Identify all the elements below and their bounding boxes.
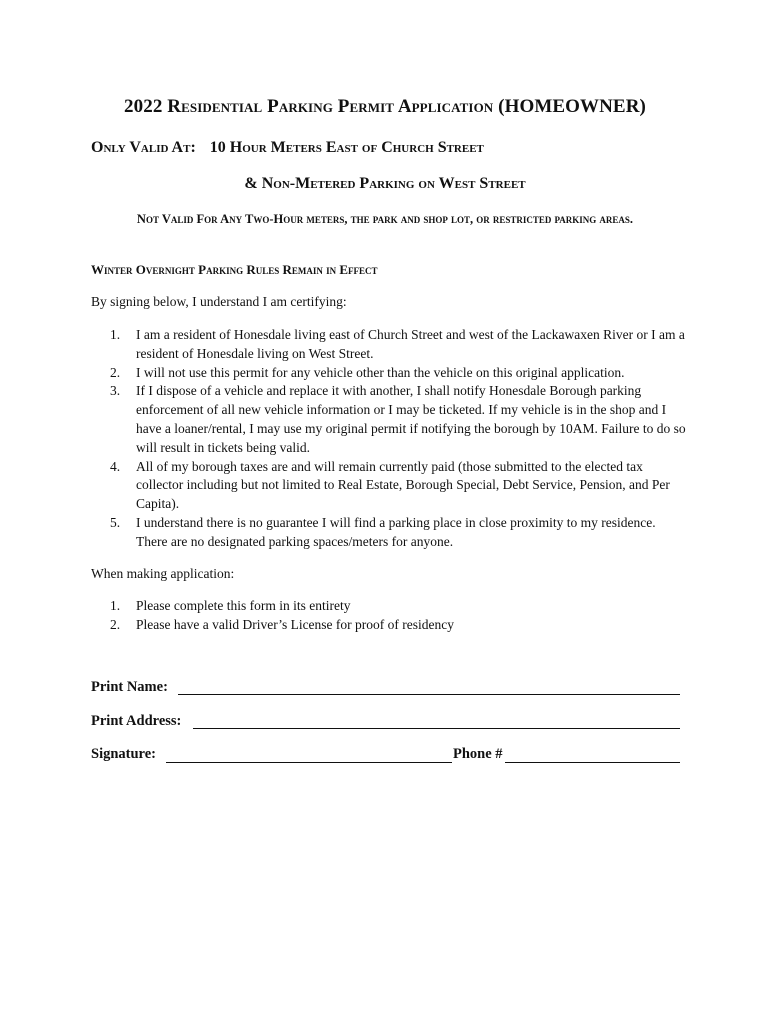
winter-rules-notice: Winter Overnight Parking Rules Remain in Effect bbox=[91, 262, 378, 277]
certification-list bbox=[110, 326, 690, 552]
application-intro: When making application: bbox=[91, 566, 235, 581]
document-title: 2022 Residential Parking Permit Application (HOMEOWNER) bbox=[124, 96, 646, 117]
print-name-label: Print Name: bbox=[91, 679, 168, 695]
list-item: 4. All of my borough taxes are and will remain currently paid (those submitted to the elected tax collector including but not limited to Real Estate, Borough Special, Debt Service, Pension, and Per Capita). bbox=[110, 458, 670, 512]
list-item: 2. Please have a valid Driver’s License for proof of residency bbox=[110, 616, 455, 632]
valid-at-line-1 bbox=[91, 139, 484, 157]
valid-at-location-1: 10 Hour Meters East of Church Street bbox=[209, 139, 484, 156]
print-address-field[interactable] bbox=[193, 728, 680, 729]
list-item: 3. If I dispose of a vehicle and replace it with another, I shall notify Honesdale Borough parking enforcement of all new vehicle information or I may be ticketed. If my vehicle is in the shop and I have a loaner/rental, I may use my original permit if notifying the borough by 10AM. Failure to do so will result in tickets being valid. bbox=[110, 383, 686, 455]
not-valid-notice: Not Valid For Any Two-Hour meters, the park and shop lot, or restricted parking areas. bbox=[136, 212, 634, 226]
list-item: 5. I understand there is no guarantee I will find a parking place in close proximity to my residence. There are no designated parking spaces/meters for anyone. bbox=[110, 514, 656, 549]
certify-intro: By signing below, I understand I am certifying: bbox=[91, 294, 347, 309]
phone-label: Phone # bbox=[453, 746, 503, 762]
valid-at-label: Only Valid At: bbox=[91, 139, 196, 156]
list-item: 1. Please complete this form in its entirety bbox=[110, 598, 351, 613]
application-steps-list bbox=[110, 597, 670, 635]
signature-field[interactable] bbox=[166, 762, 452, 763]
list-item: 2. I will not use this permit for any vehicle other than the vehicle on this original application. bbox=[110, 364, 625, 380]
phone-field[interactable] bbox=[505, 762, 680, 763]
print-name-field[interactable] bbox=[178, 694, 680, 695]
print-address-label: Print Address: bbox=[91, 713, 182, 729]
valid-at-location-2: & Non-Metered Parking on West Street bbox=[244, 175, 526, 192]
signature-label: Signature: bbox=[91, 746, 156, 762]
list-item: 1. I am a resident of Honesdale living east of Church Street and west of the Lackawaxen River or I am a resident of Honesdale living on West Street. bbox=[110, 327, 685, 361]
